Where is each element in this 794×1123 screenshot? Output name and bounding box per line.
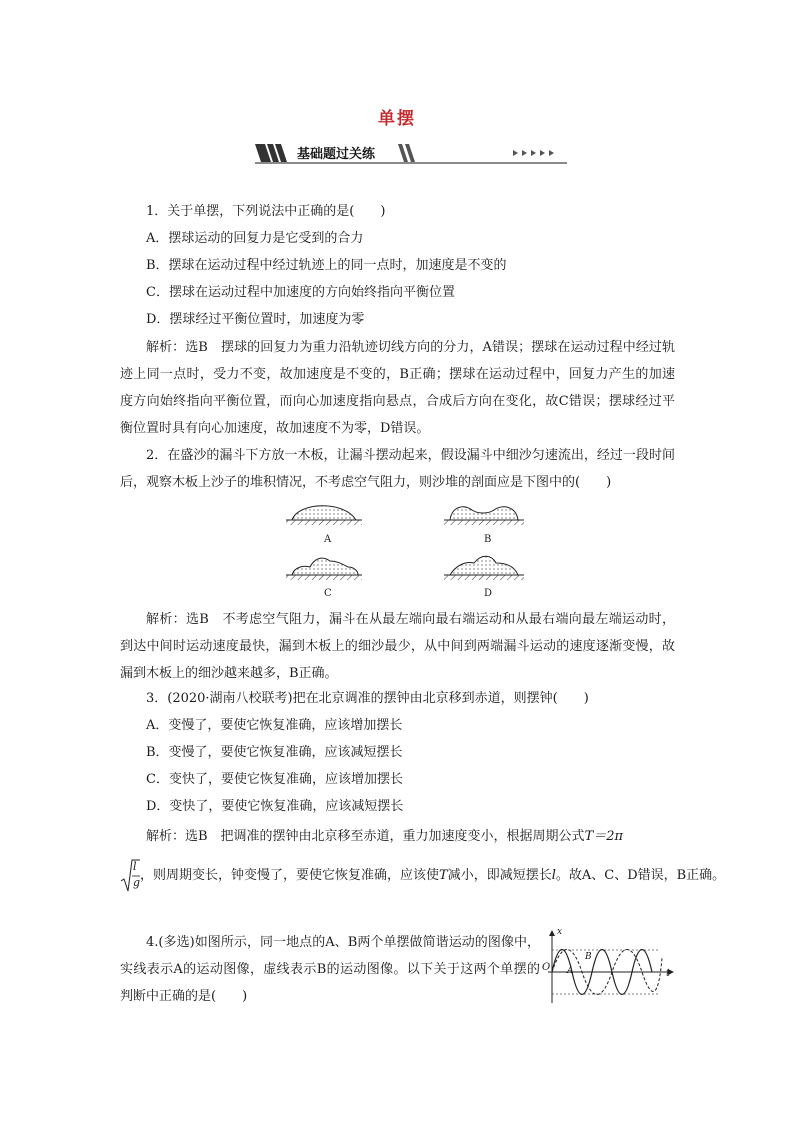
figure-label-a: A [324, 534, 332, 545]
q1-analysis: 解析：选B 摆球的回复力为重力沿轨迹切线方向的分力，A错误；摆球在运动过程中经过轨迹上同一点时，受力不变，故加速度是不变的，B正确；摆球在运动过程中，回复力产生的加速度方向始终指向平衡位置，而向心加速度指向悬点，合成后方向在变化，故C错误；摆球经过平衡位置时具有向心加速度，故加速度不为零，D错误。 [120, 340, 675, 436]
sand-pile-figure-a [284, 496, 364, 526]
q3-option-c: C．变快了，要使它恢复准确，应该增加摆长 [146, 772, 403, 787]
sand-pile-figure-c [284, 551, 364, 581]
q3-analysis-text-1: 解析：选B 把调准的摆钟由北京移至赤道，重力加速度变小，根据周期公式 [146, 829, 585, 844]
figure-label-d: D [484, 588, 493, 599]
q2-stem: 2．在盛沙的漏斗下方放一木板，让漏斗摆动起来，假设漏斗中细沙匀速流出，经过一段时间后，观察木板上沙子的堆积情况，不考虑空气阻力，则沙堆的剖面应是下图中的( ) [120, 448, 675, 490]
sand-pile-figure-d [444, 551, 524, 581]
graph-series-a-label: A [567, 966, 574, 976]
figure-label-b: B [484, 534, 492, 545]
q3-analysis-line1 [146, 828, 623, 846]
banner-title: 基础题过关练 [297, 147, 376, 162]
q1-option-a: A．摆球运动的回复力是它受到的合力 [146, 231, 364, 246]
q2-analysis: 解析：选B 不考虑空气阻力，漏斗在从最左端向最右端运动和从最右端向最左端运动时，到达中间时运动速度最快，漏到木板上的细沙最少，从中间到两端漏斗运动的速度逐渐变慢，故漏到木板上的细沙越来越多，B正确。 [120, 612, 675, 681]
q3-analysis-length-symbol: l [551, 868, 556, 883]
figure-label-c: C [324, 588, 332, 599]
q1-option-d: D．摆球经过平衡位置时，加速度为零 [146, 312, 365, 327]
q3-option-a: A．变慢了，要使它恢复准确，应该增加摆长 [146, 718, 403, 733]
q3-analysis-period-symbol: T [439, 868, 448, 883]
page-title: 单摆 [378, 109, 416, 129]
sqrt-denominator: g [133, 875, 141, 889]
sqrt-numerator: l [133, 859, 137, 873]
graph-series-b-label: B [585, 952, 592, 962]
q3-option-b: B．变慢了，要使它恢复准确，应该减短摆长 [146, 745, 403, 760]
oscillation-graph [538, 928, 678, 1008]
q1-stem: 1．关于单摆，下列说法中正确的是( ) [146, 204, 386, 219]
q1-option-b: B．摆球在运动过程中经过轨迹上的同一点时，加速度是不变的 [146, 258, 507, 273]
q1-option-c: C．摆球在运动过程中加速度的方向始终指向平衡位置 [146, 285, 455, 300]
graph-x-axis-label: x [557, 927, 563, 937]
q3-formula-period: T＝2π [584, 829, 624, 844]
sqrt-formula [120, 859, 140, 893]
section-banner [255, 142, 567, 164]
q4-stem: 4.(多选)如图所示，同一地点的A、B两个单摆做简谐运动的图像中，实线表示A的运动图像，虚线表示B的运动图像。以下关于这两个单摆的判断中正确的是( ) [120, 935, 540, 1004]
q3-option-d: D．变快了，要使它恢复准确，应该减短摆长 [146, 799, 404, 814]
q3-analysis-text-2: ，则周期变长，钟变慢了，要使它恢复准确，应该使 [140, 868, 440, 883]
q3-analysis-text-4: 。故A、C、D错误，B正确。 [555, 868, 726, 883]
graph-t-axis-label: t [666, 968, 671, 979]
q3-analysis-line2 [120, 858, 726, 894]
q3-analysis-text-3: 减小，即减短摆长 [447, 868, 552, 883]
sand-pile-figure-b [444, 496, 524, 526]
graph-origin-label: O [542, 962, 551, 973]
q3-stem: 3．(2020·湖南八校联考)把在北京调准的摆钟由北京移到赤道，则摆钟( ) [146, 691, 589, 706]
